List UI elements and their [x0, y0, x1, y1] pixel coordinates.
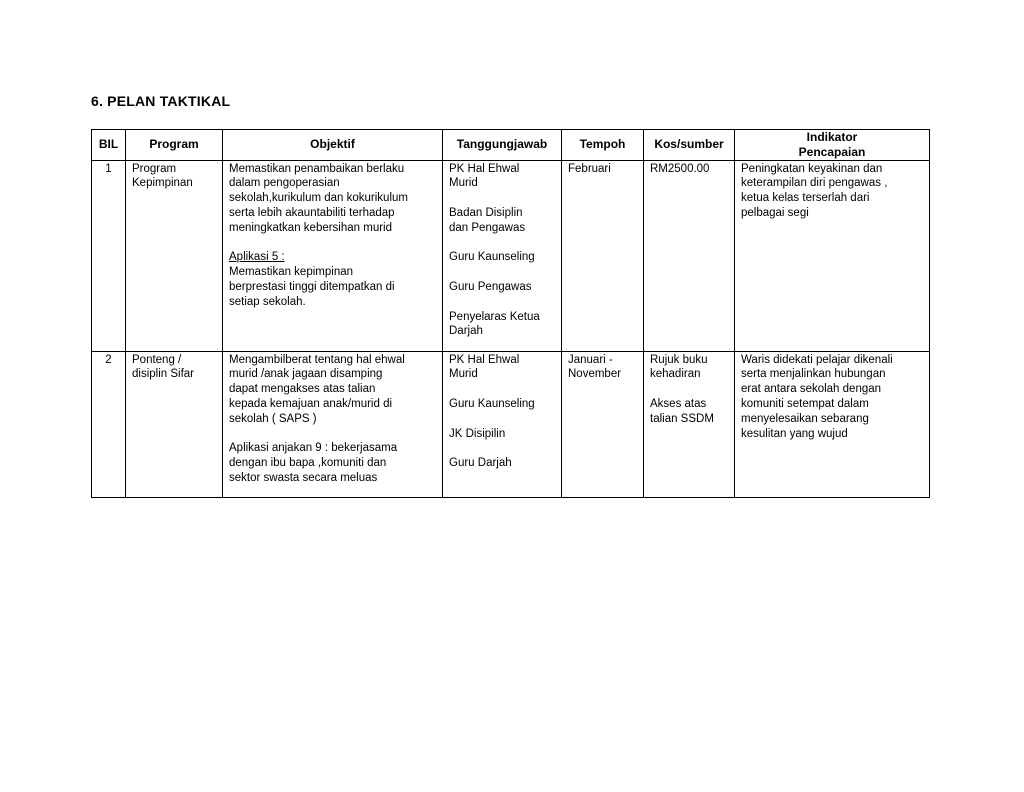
- tanggungjawab-line: Penyelaras Ketua: [449, 310, 540, 323]
- tactical-plan-table: [91, 129, 930, 498]
- kos-line: kehadiran: [650, 368, 701, 381]
- header-pencapaian: Pencapaian: [798, 144, 866, 159]
- header-indikator-pencapaian: [735, 130, 930, 161]
- cell-objektif: [223, 351, 443, 497]
- header-kos-sumber: Kos/sumber: [644, 130, 735, 161]
- kos-line: Rujuk buku: [650, 353, 708, 366]
- cell-kos-sumber: [644, 160, 735, 351]
- indikator-line: Waris didekati pelajar dikenali: [741, 353, 893, 366]
- program-line: Kepimpinan: [132, 177, 193, 190]
- indikator-line: kesulitan yang wujud: [741, 427, 848, 440]
- tanggungjawab-line: JK Disipilin: [449, 427, 506, 440]
- objektif-line: dalam pengoperasian: [229, 177, 340, 190]
- objektif-line: sektor swasta secara meluas: [229, 471, 378, 484]
- program-line: Program: [132, 162, 177, 175]
- header-bil: BIL: [92, 130, 126, 161]
- tanggungjawab-line: Guru Kaunseling: [449, 397, 535, 410]
- table-row: [92, 351, 930, 497]
- header-indikator: Indikator: [806, 130, 858, 144]
- objektif-line: kepada kemajuan anak/murid di: [229, 397, 393, 410]
- objektif-line: dengan ibu bapa ,komuniti dan: [229, 457, 387, 470]
- objektif-line: Memastikan kepimpinan: [229, 266, 354, 279]
- cell-tanggungjawab: [443, 160, 562, 351]
- tempoh-line: November: [568, 368, 622, 381]
- objektif-line: sekolah ( SAPS ): [229, 412, 317, 425]
- tanggungjawab-line: Murid: [449, 368, 478, 381]
- objektif-line: sekolah,kurikulum dan kokurikulum: [229, 192, 408, 205]
- header-tempoh: Tempoh: [562, 130, 644, 161]
- tanggungjawab-line: dan Pengawas: [449, 221, 526, 234]
- objektif-line: serta lebih akauntabiliti terhadap: [229, 206, 395, 219]
- tanggungjawab-line: PK Hal Ehwal: [449, 162, 520, 175]
- program-line: disiplin Sifar: [132, 368, 194, 381]
- cell-program: [126, 351, 223, 497]
- tempoh-line: Februari: [568, 162, 611, 175]
- objektif-line: Mengambilberat tentang hal ehwal: [229, 353, 405, 366]
- cell-indikator: [735, 160, 930, 351]
- tanggungjawab-line: Murid: [449, 177, 478, 190]
- objektif-line: Aplikasi anjakan 9 : bekerjasama: [229, 442, 398, 455]
- tanggungjawab-line: PK Hal Ehwal: [449, 353, 520, 366]
- cell-objektif: [223, 160, 443, 351]
- tanggungjawab-line: Badan Disiplin: [449, 206, 523, 219]
- table-header-row: [92, 130, 930, 161]
- cell-tempoh: [562, 160, 644, 351]
- header-objektif: Objektif: [223, 130, 443, 161]
- indikator-line: menyelesaikan sebarang: [741, 412, 869, 425]
- tempoh-line: Januari -: [568, 353, 613, 366]
- program-line: Ponteng /: [132, 353, 182, 366]
- indikator-line: erat antara sekolah dengan: [741, 383, 882, 396]
- cell-tempoh: [562, 351, 644, 497]
- objektif-line: meningkatkan kebersihan murid: [229, 221, 393, 234]
- indikator-line: keterampilan diri pengawas ,: [741, 177, 888, 190]
- header-program: Program: [126, 130, 223, 161]
- indikator-line: Peningkatan keyakinan dan: [741, 162, 883, 175]
- indikator-line: serta menjalinkan hubungan: [741, 368, 886, 381]
- tanggungjawab-line: Guru Darjah: [449, 457, 512, 470]
- table-row: [92, 160, 930, 351]
- objektif-line: berprestasi tinggi ditempatkan di: [229, 280, 395, 293]
- cell-indikator: [735, 351, 930, 497]
- kos-line: RM2500.00: [650, 162, 710, 175]
- tanggungjawab-line: Darjah: [449, 325, 483, 338]
- cell-tanggungjawab: [443, 351, 562, 497]
- tanggungjawab-line: Guru Pengawas: [449, 280, 532, 293]
- cell-bil: 1: [92, 160, 126, 351]
- aplikasi-label: Aplikasi 5 :: [229, 251, 285, 264]
- kos-line: Akses atas: [650, 397, 707, 410]
- cell-kos-sumber: [644, 351, 735, 497]
- page-title: 6. PELAN TAKTIKAL: [91, 93, 231, 109]
- header-tanggungjawab: Tanggungjawab: [443, 130, 562, 161]
- cell-bil: 2: [92, 351, 126, 497]
- indikator-line: komuniti setempat dalam: [741, 397, 869, 410]
- cell-program: [126, 160, 223, 351]
- objektif-line: Memastikan penambaikan berlaku: [229, 162, 405, 175]
- objektif-line: murid /anak jagaan disamping: [229, 368, 383, 381]
- objektif-line: setiap sekolah.: [229, 295, 306, 308]
- tanggungjawab-line: Guru Kaunseling: [449, 251, 535, 264]
- indikator-line: pelbagai segi: [741, 206, 809, 219]
- kos-line: talian SSDM: [650, 412, 714, 425]
- objektif-line: dapat mengakses atas talian: [229, 383, 376, 396]
- indikator-line: ketua kelas terserlah dari: [741, 192, 870, 205]
